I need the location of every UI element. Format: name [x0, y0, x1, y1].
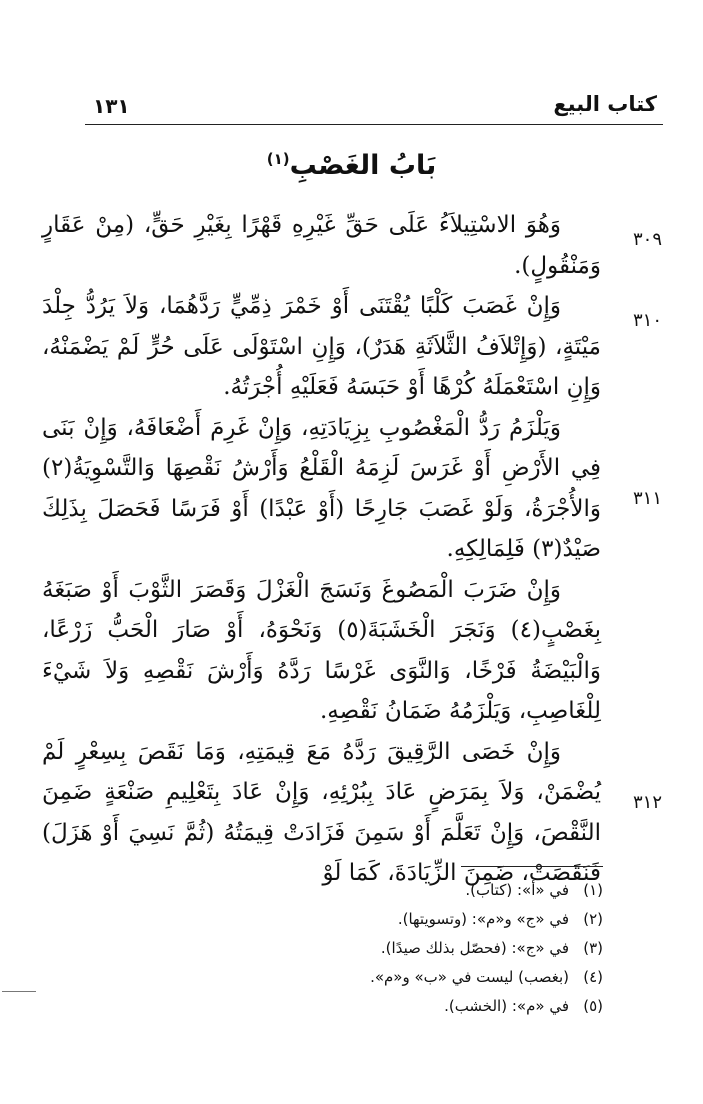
- footnote-number: (٥): [583, 997, 603, 1015]
- paragraph: وَهُوَ الاسْتِيلاَءُ عَلَى حَقِّ غَيْرِهِ قَهْرًا بِغَيْرِ حَقٍّ، (مِنْ عَقَارٍ وَمَنْقُولٍ).: [42, 212, 601, 279]
- footnote: [120, 876, 603, 905]
- chapter-title: [0, 150, 703, 181]
- footnote-text: في «ج»: (فحصّل بذلك صيدًا).: [380, 939, 569, 957]
- margin-number: ٣٠٩: [632, 229, 662, 250]
- page-number: ١٣١: [93, 94, 130, 118]
- footnote-number: (٤): [583, 968, 603, 986]
- paragraph: وَيَلْزَمُ رَدُّ الْمَغْصُوبِ بِزِيَادَتِهِ، وَإِنْ غَرِمَ أَضْعَافَهُ، وَإِنْ بَنَى فِي الأَرْضِ أَوْ غَرَسَ لَزِمَهُ الْقَلْعُ وَأَرْشُ نَقْصِهَا وَالتَّسْوِيَةُ(٢) وَالأُجْرَةُ، وَلَوْ غَصَبَ جَارِحًا (أَوْ عَبْدًا) أَوْ فَرَسًا فَحَصَلَ بِذَلِكَ صَيْدٌ(٣) فَلِمَالِكِهِ.: [42, 414, 601, 562]
- page-header: [85, 90, 663, 125]
- margin-number: ٣١١: [632, 488, 662, 509]
- main-text: [42, 205, 601, 894]
- margin-number: ٣١٢: [632, 792, 662, 813]
- footnote-number: (٣): [583, 939, 603, 957]
- scan-mark: [2, 991, 36, 992]
- footnote: [120, 963, 603, 992]
- footnote-number: (٢): [583, 910, 603, 928]
- footnote: [120, 905, 603, 934]
- footnote-text: (بغصب) ليست في «ب» و«م».: [370, 968, 569, 986]
- running-title: كتاب البيع: [553, 92, 657, 116]
- footnote: [120, 992, 603, 1021]
- paragraph: وَإِنْ غَصَبَ كَلْبًا يُقْتَنَى أَوْ خَمْرَ ذِمِّيٍّ رَدَّهُمَا، وَلاَ يَرُدُّ جِلْدَ مَيْتَةٍ، (وَإِتْلاَفُ الثَّلاَثَةِ هَدَرٌ)، وَإِنِ اسْتَوْلَى عَلَى حُرٍّ لَمْ يَضْمَنْهُ، وَإِنِ اسْتَعْمَلَهُ كُرْهًا أَوْ حَبَسَهُ فَعَلَيْهِ أُجْرَتُهُ.: [42, 293, 601, 400]
- footnote-number: (١): [583, 881, 603, 899]
- paragraph: وَإِنْ خَصَى الرَّقِيقَ رَدَّهُ مَعَ قِيمَتِهِ، وَمَا نَقَصَ بِسِعْرٍ لَمْ يُضْمَنْ، وَلاَ بِمَرَضٍ عَادَ بِبُرْئِهِ، وَإِنْ عَادَ بِتَعْلِيمِ صَنْعَةٍ ضَمِنَ النَّقْصَ، وَإِنْ تَعَلَّمَ أَوْ سَمِنَ فَزَادَتْ قِيمَتُهُ (ثُمَّ نَسِيَ أَوْ هَزَلَ) فَنَقَصَتْ، ضَمِنَ الزِّيَادَةَ، كَمَا لَوْ: [42, 738, 601, 886]
- footnote-separator: [461, 866, 603, 867]
- footnote-text: في «ج» و«م»: (وتسويتها).: [397, 910, 569, 928]
- footnote-text: في «أ»: (كتاب).: [465, 881, 569, 899]
- chapter-title-text: بَابُ الغَصْبِ: [289, 150, 437, 181]
- footnote: [120, 934, 603, 963]
- footnotes: [120, 876, 603, 1021]
- footnote-text: في «م»: (الخشب).: [444, 997, 569, 1015]
- margin-number: ٣١٠: [632, 310, 662, 331]
- chapter-footnote-ref: (١): [266, 150, 290, 168]
- paragraph: وَإِنْ ضَرَبَ الْمَصُوغَ وَنَسَجَ الْغَزْلَ وَقَصَرَ الثَّوْبَ أَوْ صَبَغَهُ بِغَصْبٍ(٤) وَنَجَرَ الْخَشَبَةَ(٥) وَنَحْوَهُ، أَوْ صَارَ الْحَبُّ زَرْعًا، وَالْبَيْضَةُ فَرْخًا، وَالنَّوَى غَرْسًا رَدَّهُ وَأَرْشَ نَقْصِهِ وَلاَ شَيْءَ لِلْغَاصِبِ، وَيَلْزَمُهُ ضَمَانُ نَقْصِهِ.: [42, 576, 601, 724]
